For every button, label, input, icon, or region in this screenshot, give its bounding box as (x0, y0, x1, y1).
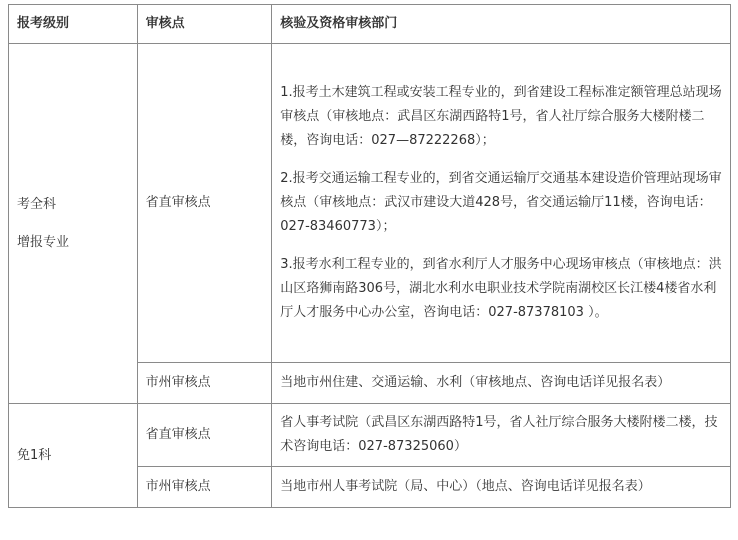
table-row (9, 404, 731, 467)
department-cell (272, 467, 731, 508)
level-line: 增报专业 (17, 234, 70, 250)
department-paragraph: 当地市州人事考试院（局、中心）（地点、咨询电话详见报名表） (280, 479, 651, 494)
table-row (9, 44, 731, 363)
header-row (9, 5, 731, 44)
level-line: 免1科 (17, 447, 52, 463)
level-cell-full (9, 44, 138, 404)
department-paragraph: 省人事考试院（武昌区东湖西路特1号，省人社厅综合服务大楼附楼二楼，技术咨询电话：027-87325060） (280, 415, 718, 454)
department-paragraph: 2.报考交通运输工程专业的，到省交通运输厅交通基本建设造价管理站现场审核点（审核地点：武汉市建设大道428号，省交通运输厅11楼，咨询电话：027-83460773）； (280, 171, 722, 234)
review-point-cell: 市州审核点 (137, 467, 272, 508)
level-cell-exempt (9, 404, 138, 508)
department-paragraph: 当地市州住建、交通运输、水利（审核地点、咨询电话详见报名表） (280, 375, 671, 390)
department-cell (272, 363, 731, 404)
department-cell (272, 44, 731, 363)
header-department: 核验及资格审核部门 (272, 5, 731, 44)
department-cell (272, 404, 731, 467)
review-point-cell: 市州审核点 (137, 363, 272, 404)
department-paragraph: 1.报考土木建筑工程或安装工程专业的，到省建设工程标准定额管理总站现场审核点（审核地点：武昌区东湖西路特1号，省人社厅综合服务大楼附楼二楼，咨询电话：027—87222268）； (280, 85, 722, 148)
level-line: 考全科 (17, 196, 57, 212)
header-level: 报考级别 (9, 5, 138, 44)
department-paragraph: 3.报考水利工程专业的，到省水利厅人才服务中心现场审核点（审核地点：洪山区珞狮南路306号，湖北水利水电职业技术学院南湖校区长江楼4楼省水利厅人才服务中心办公室，咨询电话：027-87378103 ）。 (280, 257, 722, 320)
review-point-cell: 省直审核点 (137, 44, 272, 363)
header-review-point: 审核点 (137, 5, 272, 44)
review-point-cell: 省直审核点 (137, 404, 272, 467)
review-table (8, 4, 731, 508)
